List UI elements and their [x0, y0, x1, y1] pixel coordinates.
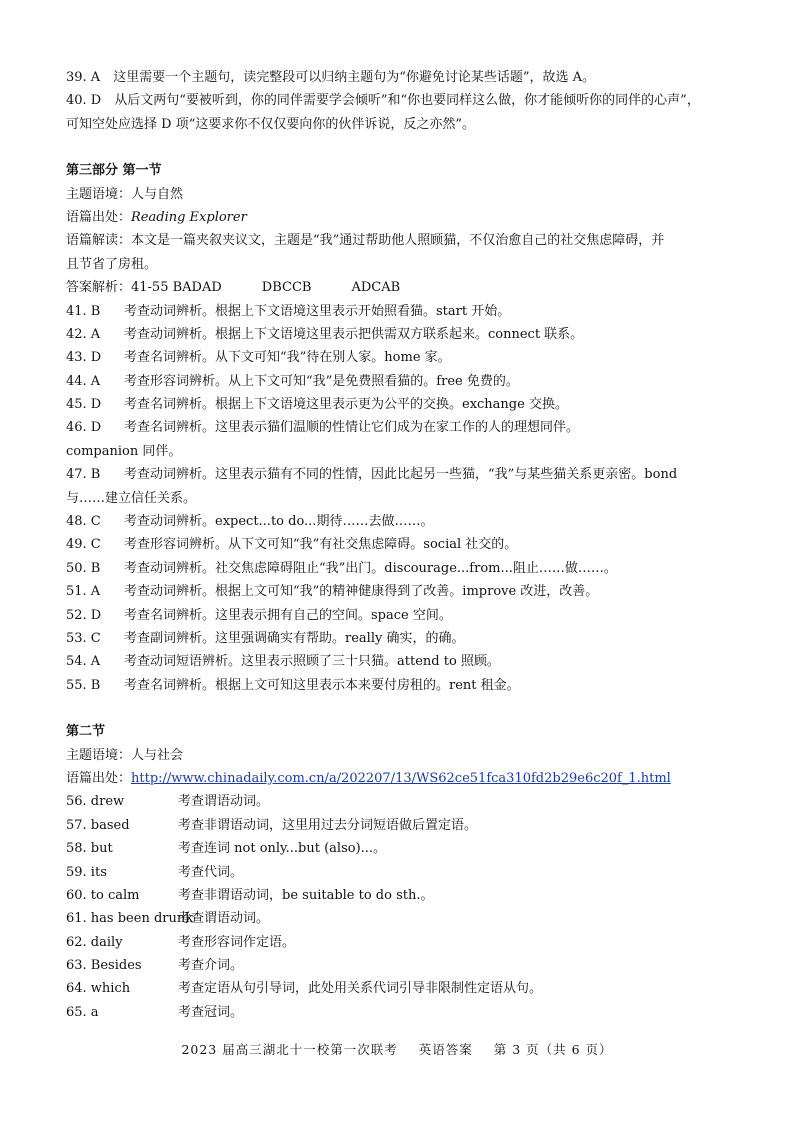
answer-key — [66, 276, 736, 299]
answer-key-1: 答案解析：41-55 BADAD — [66, 280, 222, 296]
answer-46-cont: companion 同伴。 — [66, 443, 182, 459]
answer-key-2: DBCCB — [261, 280, 312, 296]
theme-context-2: 主题语境：人与社会 — [66, 747, 184, 763]
source-label: 语篇出处： — [66, 209, 132, 225]
list-item: 58. but 考查连词 not only...but (also)...。 — [66, 841, 387, 857]
interpretation: 语篇解读：本文是一篇夹叙夹议文，主题是“我”通过帮助他人照顾猫，不仅治愈自己的社交焦虑障碍，并 — [66, 233, 665, 249]
list-item: 62. daily 考查形容词作定语。 — [66, 934, 296, 950]
footer-subject: 英语答案 — [418, 1042, 473, 1057]
section2-heading: 第二节 — [66, 724, 106, 740]
list-item: 51. A 考查动词辨析。根据上文可知“我”的精神健康得到了改善。improve 改进，改善。 — [66, 584, 599, 600]
answer-47-cont: 与……建立信任关系。 — [66, 490, 197, 506]
interpretation-cont: 且节省了房租。 — [66, 256, 158, 272]
list-item: 64. which 考查定语从句引导词，此处用关系代词引导非限制性定语从句。 — [66, 981, 543, 997]
list-item: 45. D 考查名词辨析。根据上下文语境这里表示更为公平的交换。exchange 交换。 — [66, 397, 568, 413]
list-item: 55. B 考查名词辨析。根据上文可知这里表示本来要付房租的。rent 租金。 — [66, 677, 520, 693]
list-item: 43. D 考查名词辨析。从下文可知“我”待在别人家。home 家。 — [66, 350, 451, 366]
answer-list-b — [66, 510, 736, 697]
source-label-2: 语篇出处： — [66, 770, 132, 786]
answer-list-c — [66, 790, 736, 1024]
theme-context: 主题语境：人与自然 — [66, 186, 184, 202]
source-line — [66, 206, 736, 229]
source-link[interactable]: http://www.chinadaily.com.cn/a/202207/13/WS62ce51fca310fd2b29e6c20f_1.html — [131, 770, 671, 786]
page-footer — [0, 1040, 794, 1058]
list-item: 60. to calm 考查非谓语动词，be suitable to do sth.。 — [66, 887, 434, 903]
answer-key-3: ADCAB — [351, 280, 401, 296]
answer-40: 40. D 从后文两句“要被听到，你的同伴需要学会倾听”和“你也要同样这么做，你才能倾听你的同伴的心声”， — [66, 93, 700, 109]
list-item: 50. B 考查动词辨析。社交焦虑障碍阻止“我”出门。discourage...from...阻止……做……。 — [66, 560, 617, 576]
list-item: 52. D 考查名词辨析。这里表示拥有自己的空间。space 空间。 — [66, 607, 452, 623]
list-item: 54. A 考查动词短语辨析。这里表示照顾了三十只猫。attend to 照顾。 — [66, 654, 500, 670]
section-heading: 第三部分 第一节 — [66, 163, 162, 179]
footer-exam: 2023 届高三湖北十一校第一次联考 — [181, 1042, 398, 1057]
source-title: Reading Explorer — [131, 209, 247, 225]
list-item: 59. its 考查代词。 — [66, 864, 244, 880]
footer-page: 第 3 页（共 6 页） — [493, 1042, 613, 1057]
list-item: 53. C 考查副词辨析。这里强调确实有帮助。really 确实，的确。 — [66, 630, 465, 646]
source-line-2 — [66, 767, 736, 790]
answer-39: 39. A 这里需要一个主题句，读完整段可以归纳主题句为“你避免讨论某些话题”，故选 A。 — [66, 70, 596, 85]
list-item: 41. B 考查动词辨析。根据上下文语境这里表示开始照看猫。start 开始。 — [66, 303, 511, 319]
list-item: 48. C 考查动词辨析。expect...to do...期待……去做……。 — [66, 514, 434, 530]
answer-40-cont: 可知空处应选择 D 项“这要求你不仅仅要向你的伙伴诉说，反之亦然”。 — [66, 116, 475, 132]
list-item: 65. a 考查冠词。 — [66, 1004, 244, 1020]
answer-list-a — [66, 300, 736, 440]
list-item: 42. A 考查动词辨析。根据上下文语境这里表示把供需双方联系起来。connect 联系。 — [66, 326, 584, 342]
list-item: 61. has been drunk考查谓语动词。 — [66, 911, 270, 927]
list-item: 63. Besides 考查介词。 — [66, 958, 244, 974]
answer-47: 47. B 考查动词辨析。这里表示猫有不同的性情，因此比起另一些猫，“我”与某些猫关系更亲密。bond — [66, 467, 678, 483]
list-item: 46. D 考查名词辨析。这里表示猫们温顺的性情让它们成为在家工作的人的理想同伴。 — [66, 420, 580, 436]
list-item: 56. drew 考查谓语动词。 — [66, 794, 270, 810]
list-item: 49. C 考查形容词辨析。从下文可知“我”有社交焦虑障碍。social 社交的。 — [66, 537, 518, 553]
answer-page — [66, 66, 736, 1024]
list-item: 57. based 考查非谓语动词，这里用过去分词短语做后置定语。 — [66, 817, 478, 833]
list-item: 44. A 考查形容词辨析。从上下文可知“我”是免费照看猫的。free 免费的。 — [66, 373, 519, 389]
